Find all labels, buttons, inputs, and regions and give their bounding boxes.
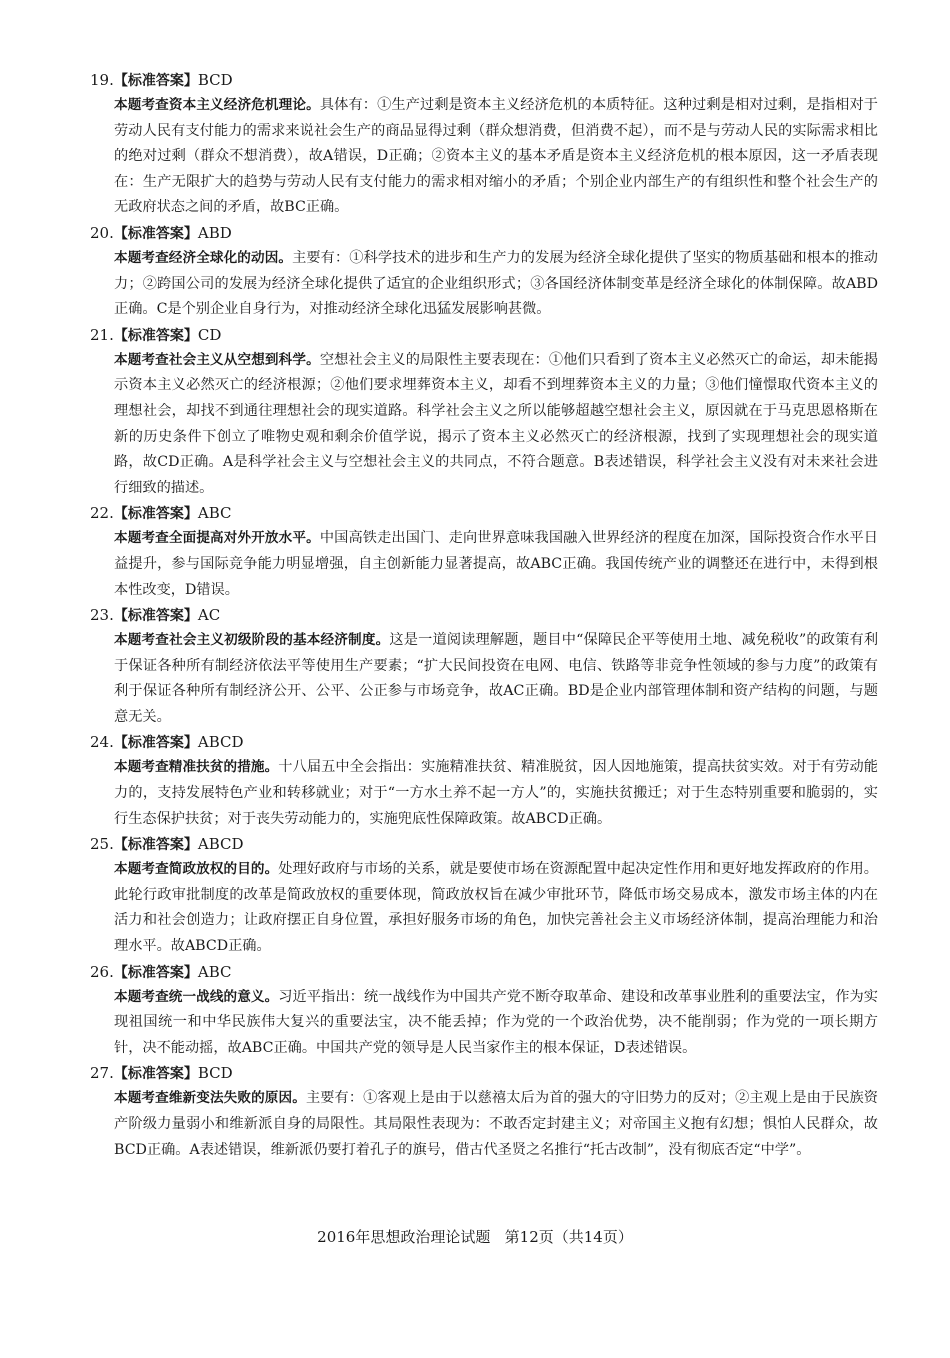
answer-label: 【标准答案】 bbox=[113, 506, 198, 523]
answer-label: 【标准答案】 bbox=[113, 73, 198, 89]
answer-line bbox=[90, 730, 950, 755]
footer-exam-title: 2016年思想政治理论试题 bbox=[317, 1228, 491, 1246]
answer-label: 【标准答案】 bbox=[113, 964, 198, 981]
topic-heading: 本题考查精准扶贫的措施。 bbox=[114, 759, 279, 776]
answer-choices: AC bbox=[197, 606, 221, 625]
answer-choices: ABCD bbox=[197, 835, 244, 854]
answer-item bbox=[0, 501, 950, 603]
topic-heading: 本题考查社会主义初级阶段的基本经济制度。 bbox=[114, 632, 390, 649]
explanation bbox=[114, 628, 878, 730]
answer-line bbox=[90, 960, 950, 985]
explanation-body: 具体有：①生产过剩是资本主义经济危机的本质特征。这种过剩是相对过剩，是指相对于劳动人民有支付能力的需求来说社会生产的商品显得过剩（群众想消费，但消费不起），而不是与劳动人民的实际需求相比的绝对过剩（群众不想消费），故A错误，D正确；②资本主义的基本矛盾是资本主义经济危机的根本原因，这一矛盾表现在：生产无限扩大的趋势与劳动人民有支付能力的需求相对缩小的矛盾；个别企业内部生产的有组织性和整个社会生产的无政府状态之间的矛盾，故BC正确。 bbox=[114, 97, 878, 216]
answer-list bbox=[0, 68, 950, 1163]
question-number: 27. bbox=[90, 1064, 114, 1083]
explanation-body: 习近平指出：统一战线作为中国共产党不断夺取革命、建设和改革事业胜利的重要法宝，作为实现祖国统一和中华民族伟大复兴的重要法宝，决不能丢掉；作为党的一个政治优势，决不能削弱；作为党的一项长期方针，决不能动摇，故ABC正确。中国共产党的领导是人民当家作主的根本保证，D表述错误。 bbox=[114, 988, 878, 1056]
question-number: 23. bbox=[90, 606, 114, 625]
answer-item bbox=[0, 68, 950, 221]
answer-choices: CD bbox=[197, 325, 222, 344]
answer-label: 【标准答案】 bbox=[113, 225, 198, 242]
answer-label: 【标准答案】 bbox=[113, 837, 198, 854]
answer-item bbox=[0, 730, 950, 832]
footer-page-number: 第12页（共14页） bbox=[504, 1228, 633, 1246]
answer-line bbox=[90, 323, 950, 348]
answer-label: 【标准答案】 bbox=[113, 327, 198, 344]
answer-line bbox=[90, 501, 950, 526]
answer-label: 【标准答案】 bbox=[113, 735, 198, 752]
question-number: 25. bbox=[90, 835, 114, 854]
answer-item bbox=[0, 1061, 950, 1163]
answer-line bbox=[90, 832, 950, 857]
answer-label: 【标准答案】 bbox=[113, 1066, 198, 1083]
topic-heading: 本题考查社会主义从空想到科学。 bbox=[114, 351, 320, 368]
explanation-body: 主要有：①科学技术的进步和生产力的发展为经济全球化提供了坚实的物质基础和根本的推动力；②跨国公司的发展为经济全球化提供了适宜的企业组织形式；③各国经济体制变革是经济全球化的体制保障。故ABD正确。C是个别企业自身行为，对推动经济全球化迅猛发展影响甚微。 bbox=[114, 249, 878, 318]
explanation-body: 主要有：①客观上是由于以慈禧太后为首的强大的守旧势力的反对；②主观上是由于民族资产阶级力量弱小和维新派自身的局限性。其局限性表现为：不敢否定封建主义；对帝国主义抱有幻想；惧怕人民群众，故BCD正确。A表述错误，维新派仍要打着孔子的旗号，借古代圣贤之名推行“托古改制”，没有彻底否定“中学”。 bbox=[114, 1090, 878, 1158]
explanation bbox=[114, 348, 878, 502]
page-footer bbox=[0, 1226, 950, 1248]
explanation-body: 这是一道阅读理解题，题目中“保障民企平等使用土地、减免税收”的政策有利于保证各种所有制经济依法平等使用生产要素；“扩大民间投资在电网、电信、铁路等非竞争性领域的参与力度”的政策有利于保证各种所有制经济公开、公平、公正参与市场竞争，故AC正确。BD是企业内部管理体制和资产结构的问题，与题意无关。 bbox=[114, 632, 879, 725]
question-number: 20. bbox=[90, 223, 114, 242]
question-number: 21. bbox=[90, 325, 114, 344]
question-number: 24. bbox=[90, 733, 114, 752]
question-number: 26. bbox=[90, 962, 114, 981]
explanation-body: 中国高铁走出国门、走向世界意味我国融入世界经济的程度在加深，国际投资合作水平日益提升，参与国际竞争能力明显增强，自主创新能力显著提高，故ABC正确。我国传统产业的调整还在进行中，未得到根本性改变，D错误。 bbox=[114, 530, 878, 598]
answer-choices: BCD bbox=[197, 71, 233, 89]
topic-heading: 本题考查经济全球化的动因。 bbox=[114, 249, 293, 266]
topic-heading: 本题考查资本主义经济危机理论。 bbox=[114, 97, 320, 113]
explanation-body: 空想社会主义的局限性主要表现在：①他们只看到了资本主义必然灭亡的命运，却未能揭示资本主义必然灭亡的经济根源；②他们要求埋葬资本主义，却看不到埋葬资本主义的力量；③他们憧憬取代资本主义的理想社会，却找不到通往理想社会的现实道路。科学社会主义之所以能够超越空想社会主义，原因就在于马克思恩格斯在新的历史条件下创立了唯物史观和剩余价值学说，揭示了资本主义必然灭亡的经济根源，找到了实现理想社会的现实道路，故CD正确。A是科学社会主义与空想社会主义的共同点，不符合题意。B表述错误，科学社会主义没有对未来社会进行细致的描述。 bbox=[114, 351, 878, 496]
answer-line bbox=[90, 1061, 950, 1086]
explanation bbox=[114, 526, 878, 603]
answer-item bbox=[0, 323, 950, 502]
explanation-body: 处理好政府与市场的关系，就是要使市场在资源配置中起决定性作用和更好地发挥政府的作用。此轮行政审批制度的改革是简政放权的重要体现，简政放权旨在减少审批环节，降低市场交易成本，激发市场主体的内在活力和社会创造力；让政府摆正自身位置，承担好服务市场的角色，加快完善社会主义市场经济体制，提高治理能力和治理水平。故ABCD正确。 bbox=[114, 861, 878, 955]
question-number: 19. bbox=[90, 71, 114, 89]
answer-choices: ABC bbox=[197, 962, 232, 981]
answer-item bbox=[0, 603, 950, 730]
answer-choices: ABD bbox=[197, 223, 232, 242]
question-number: 22. bbox=[90, 504, 114, 523]
explanation bbox=[114, 1086, 878, 1163]
explanation bbox=[114, 857, 878, 959]
explanation bbox=[114, 985, 878, 1062]
answer-item bbox=[0, 221, 950, 323]
explanation bbox=[114, 246, 878, 323]
answer-choices: BCD bbox=[197, 1064, 233, 1083]
answer-line bbox=[90, 221, 950, 246]
topic-heading: 本题考查全面提高对外开放水平。 bbox=[114, 530, 320, 547]
answer-line bbox=[90, 68, 950, 93]
answer-label: 【标准答案】 bbox=[113, 608, 198, 625]
topic-heading: 本题考查维新变法失败的原因。 bbox=[114, 1090, 306, 1107]
answer-choices: ABC bbox=[197, 504, 232, 523]
answer-item bbox=[0, 832, 950, 959]
answer-item bbox=[0, 960, 950, 1062]
answer-line bbox=[90, 603, 950, 628]
explanation-body: 十八届五中全会指出：实施精准扶贫、精准脱贫，因人因地施策，提高扶贫实效。对于有劳动能力的，支持发展特色产业和转移就业；对于“一方水土养不起一方人”的，实施扶贫搬迁；对于生态特别重要和脆弱的，实行生态保护扶贫；对于丧失劳动能力的，实施兜底性保障政策。故ABCD正确。 bbox=[114, 759, 878, 827]
topic-heading: 本题考查简政放权的目的。 bbox=[114, 861, 279, 878]
topic-heading: 本题考查统一战线的意义。 bbox=[114, 988, 279, 1005]
explanation bbox=[114, 93, 878, 221]
explanation bbox=[114, 755, 878, 832]
answer-choices: ABCD bbox=[197, 733, 244, 752]
